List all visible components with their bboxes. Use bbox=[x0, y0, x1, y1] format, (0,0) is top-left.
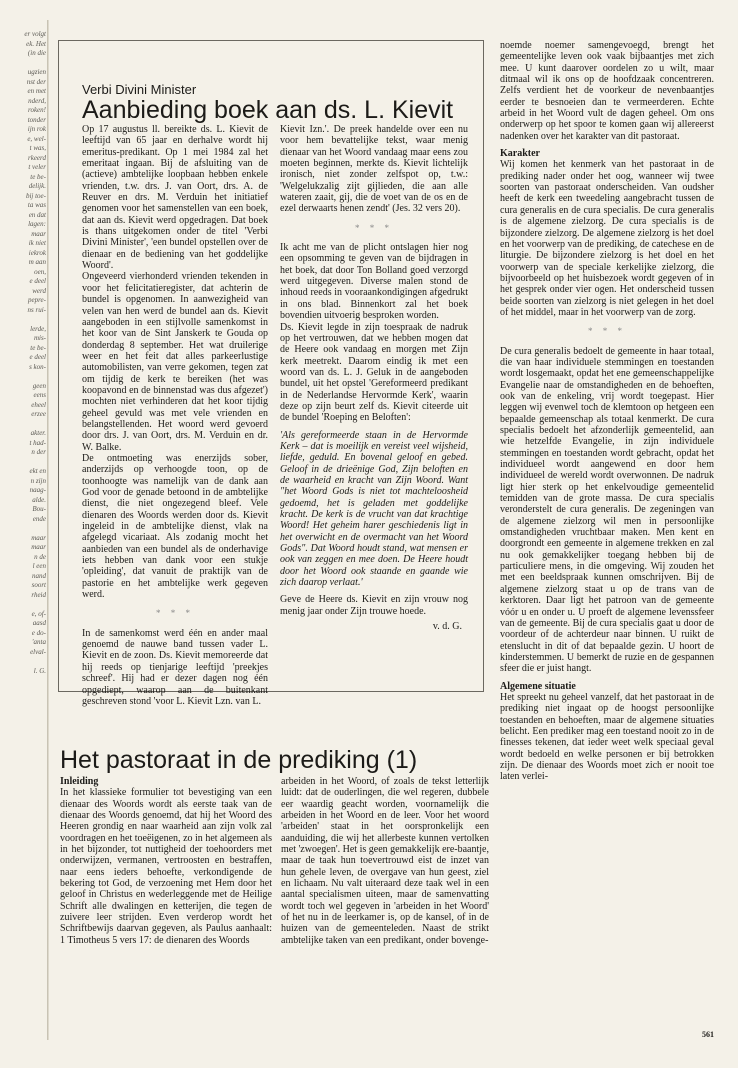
margin-fragment bbox=[0, 315, 46, 325]
section-divider: * * * bbox=[355, 222, 393, 233]
margin-fragment: werd bbox=[32, 286, 46, 295]
margin-fragment: e deel bbox=[29, 353, 46, 361]
margin-fragment: t was, bbox=[29, 144, 46, 152]
paragraph: arbeiden in het Woord, of zoals de tekst letterlijk luidt: dat de ouderlingen, die wel regeren, dubbele eer waardig geacht worden, voornamelijk die arbeiden in het Woord en de leer. Voor het woord 'arbeiden' staat in het oorspronkelijk een aanduiding, die wij het allerbeste kunnen vertolken met 'zwoegen'. Het is geen gemakkelijk ere-baantje, maar de taak hun toevertrouwd eist de inzet van hun gehele leven, de overgave van hun geest, ziel en lichaam. Nu valt uiteraard deze taak wel in een aantal specialismen uiteen, maar de samenvatting wordt toch wel gegeven in 'arbeiden in het Woord' of het nu in de leerkamer is, op de kansel, of in de huizen van de gemeenteleden. Naast de strikt ambtelijke taken van een predikant, onder bovenge- bbox=[281, 776, 489, 946]
margin-fragment: te be- bbox=[30, 172, 46, 181]
paragraph: In de samenkomst werd één en ander maal genoemd de nauwe band tussen vader L. Kievit en de zoon. Ds. Kievit memoreerde dat hij reeds op tienjarige leeftijd 'preekjes schreef'. Hij had er dezer dagen nog één opgediept, waarop aan de buitenkant geschreven stond 'voor L. Kievit Lzn. van L. bbox=[82, 627, 268, 707]
margin-fragment: n der bbox=[31, 448, 46, 456]
margin-fragment: elval- bbox=[30, 647, 46, 656]
paragraph: Ongeveerd vierhonderd vrienden tekenden in voor het felicitatieregister, dat achterin de bundel is opgenomen. In aanwezigheid van velen van hen werd de bundel aan ds. Kievit aangeboden in een stijlvolle samenkomst in het koor van de Sint Janskerk te Gouda op donderdag 8 september. Het wat druilerige weer en het feit dat alles parkeerlustige automobilisten, van verre gekomen, tegen zat om tijdig de kerk te bereiken (het was koopavond en de binnenstad was dus afgezet') mochten niet verhinderen dat het koor tijdig geheel gevuld was met vele vrienden en belangstellenden. Het woord werd gevoerd door drs. J. van Oort, drs. M. Verduin en dr. W. Balke. bbox=[82, 271, 268, 453]
margin-fragment: maar bbox=[31, 229, 46, 238]
paragraph: Ds. Kievit legde in zijn toespraak de nadruk op het vertrouwen, dat we hebben mogen dat de Heere ook vandaag en morgen met Zijn kerk meetrekt. Daarom eindig ik met een woord van ds. L. J. Geluk in de aangeboden bundel, uit het opstel 'Gereformeerd predikant in de Nederlandse Hervormde Kerk', waarin deze op zijn beurt zelf ds. Kievit citeerde uit de bundel 'Roeping en Beloften': bbox=[280, 321, 468, 424]
margin-fragment: nand bbox=[32, 571, 46, 580]
margin-fragment: ek. Het bbox=[26, 39, 46, 48]
section-divider: * * * bbox=[588, 326, 626, 337]
margin-fragment: t veler bbox=[28, 163, 46, 171]
margin-fragment: aasd bbox=[32, 619, 46, 627]
margin-fragment: ns rui- bbox=[27, 305, 46, 314]
margin-fragment: e, wel- bbox=[27, 134, 46, 143]
margin-fragment: ta was bbox=[27, 201, 46, 209]
article-title: Aanbieding boek aan ds. L. Kievit bbox=[82, 96, 454, 124]
paragraph: noemde noemer samengevoegd, brengt het gemeentelijke leven ook vaak bijbaantjes met zich mee. U kunt daarover oordelen zo u wilt, maar ditmaal wil ik ons op de hoofdzaak concentreren. Zelfs verdient het de voorkeur de nevenbaantjes eerder te besnoeien dan te vermeerderen. Echte arbeid in het Woord vult de dagen geheel. Om ons onderwerp op het spoor te komen gaan wij allereerst nadenken over het karakter van dit pastoraat. bbox=[500, 40, 714, 142]
margin-fragment: bij toe- bbox=[25, 191, 46, 200]
subheading: Karakter bbox=[500, 148, 540, 160]
paragraph: De ontmoeting was enerzijds sober, anderzijds op verhoogde toon, op de toonhoogte was namelijk van de dank aan God voor de genade betoond in de ambtelijke dienst, die niet ongezegend bleef. Vele dienaren des Woords werden door ds. Kievit ingeleid in de ambtelijke dienst, vlak na afgelegd vicariaat. Als zodanig mocht het aanbieden van een bundel als de onderhavige iets hebben van dank voor een stukje 'opleiding', dat vanuit de praktijk van de pastorie en het ambtelijke werk gegeven werd. bbox=[82, 452, 268, 601]
margin-fragment: nst der bbox=[26, 77, 46, 86]
paragraph: Op 17 augustus ll. bereikte ds. L. Kievit de leeftijd van 65 jaar en derhalve wordt hij emeritus-predikant. Op 1 mei 1984 zal het emeritaat ingaan. Bij de afsluiting van de (actieve) ambtelijke loopbaan hebben enkele vrienden, t.w. drs. J. van Oort, drs. A. de Reuver en drs. M. Verduin het initiatief genomen voor het samenstellen van een boek, dat aan ds. Kievit werd opgedragen. Dat boek is thans uitgekomen onder de titel 'Verbi Divini Minister', 'een bundel opstellen over de dienaar en de bediening van het goddelijke Woord'. bbox=[82, 124, 268, 272]
margin-fragment: maar bbox=[31, 533, 46, 542]
previous-page-margin bbox=[0, 30, 46, 1010]
margin-fragment: geen bbox=[32, 381, 46, 390]
margin-fragment: e deel bbox=[29, 277, 46, 285]
margin-fragment: eheel bbox=[31, 400, 46, 409]
margin-fragment: lagen: bbox=[28, 220, 46, 228]
margin-fragment: 'anta bbox=[32, 638, 46, 646]
page-number: 561 bbox=[702, 1030, 714, 1039]
margin-fragment: ekt en bbox=[29, 467, 46, 475]
margin-fragment: erzee bbox=[31, 410, 46, 418]
margin-fragment: delijk. bbox=[28, 182, 46, 190]
margin-fragment: mis- bbox=[33, 334, 46, 342]
margin-fragment: e do- bbox=[31, 628, 46, 637]
margin-fragment: tonder bbox=[27, 115, 46, 124]
margin-fragment: oen, bbox=[34, 267, 46, 276]
article-kicker: Verbi Divini Minister bbox=[82, 82, 197, 97]
article2-column-1 bbox=[60, 776, 272, 1026]
article1-column-2 bbox=[280, 124, 468, 664]
margin-fragment bbox=[0, 600, 46, 610]
margin-fragment: naag- bbox=[29, 486, 46, 494]
margin-fragment: ugzien bbox=[27, 68, 46, 76]
margin-fragment: en dat bbox=[28, 210, 46, 219]
margin-fragment bbox=[0, 657, 46, 667]
margin-fragment: ik niet bbox=[28, 239, 46, 247]
margin-fragment: alde. bbox=[32, 495, 46, 504]
paragraph: Ik acht me van de plicht ontslagen hier nog een opsomming te geven van de bijdragen in het boek, dat door Ton Bolland goed verzorgd werd uitgegeven. Diverse malen stond de inhoud reeds in vooraankondigingen afgedrukt in ons blad. Binnenkort zal het boek bovendien uitvoerig besproken worden. bbox=[280, 242, 468, 322]
margin-fragment: te be- bbox=[30, 343, 46, 352]
margin-fragment: er volgt bbox=[24, 30, 46, 38]
margin-fragment: n zijn bbox=[30, 476, 46, 485]
margin-fragment: rheid bbox=[31, 590, 46, 599]
paragraph: Kievit Izn.'. De preek handelde over een nu voor hem bevattelijke tekst, waar menig dienaar van het Woord vandaag maar eens zou moeten beginnen, merkte ds. Kievit lichtelijk ironisch, niet zonder zelfspot op, t.w.: 'Welgelukzalig zijt gijlieden, die aan alle wateren zaait, gij, die de voet van de os en de ezel derwaarts henen zendt' (Jes. 32 vers 20). bbox=[280, 124, 468, 215]
article2-title: Het pastoraat in de prediking (1) bbox=[60, 746, 418, 774]
margin-fragment: nderd, bbox=[28, 96, 46, 105]
subheading: Algemene situatie bbox=[500, 680, 576, 692]
margin-fragment bbox=[0, 524, 46, 534]
article2-column-3 bbox=[500, 40, 714, 1030]
section-divider: * * * bbox=[156, 608, 194, 619]
margin-fragment: pepre- bbox=[27, 296, 46, 304]
closing: Geve de Heere ds. Kievit en zijn vrouw nog menig jaar onder Zijn trouwe hoede. bbox=[280, 594, 468, 617]
margin-fragment: maar bbox=[31, 543, 46, 551]
margin-fragment bbox=[0, 420, 46, 430]
subheading: Inleiding bbox=[60, 776, 99, 787]
page-fold bbox=[47, 20, 49, 1040]
article2-column-2 bbox=[281, 776, 489, 1026]
margin-fragment: ende bbox=[32, 514, 46, 523]
margin-fragment bbox=[0, 59, 46, 69]
margin-fragment bbox=[0, 372, 46, 382]
margin-fragment: eens bbox=[33, 391, 46, 399]
margin-fragment: lerde, bbox=[30, 324, 46, 333]
margin-fragment bbox=[0, 458, 46, 468]
paragraph: De cura generalis bedoelt de gemeente in haar totaal, die van haar individuele stemmingen en toestanden wordt losgemaakt, opdat het ene gemeenschappelijke Evangelie naar de omstandigheden en de behoeften, ook van de enkeling, vrij wordt toegepast. Hier leggen wij evenwel toch de klemtoon op hetgeen een bepaalde gemeenschap als totaal kenmerkt. De cura specialis bedoelt het afzonderlijk gemeentelid, aan wie hetzelfde Evangelie, in zijn individuele stemmingen en toestanden wordt gebracht, opdat het individueel wordt aangewend en door hem individueel de wereld wordt overwonnen. De nadruk ligt hier sterk op het enkelvoudige gemeentelid temidden van de grote massa. De cura specialis veronderstelt de cura generalis. De zegeningen van de algemene zielzorg wil men in persoonlijke omstandigheden vruchtbaar maken. Men kent en doorgrondt een gemeente in algemene trekken en zal nu ook gemakkelijker toegang hebben bij de particuliere mens, in die omgeving. Wij zouden het met een beeldspraak kunnen omschrijven. Bij de algemene zielzorg staat u op de trans van de kerktoren. Daar ligt het patroon van de gemeente vóór u en onder u. U proeft de algemene levenssfeer van de gemeente. Bij de cura specialis gaat u door de voordeur of de achterdeur naar binnen. U ruikt de etenslucht in dit of dat bepaalde gezin. U hoort de kinderstemmen. U bemerkt de ruzie en de gespannen sfeer die er juist hangt. bbox=[500, 345, 714, 675]
paragraph: Het spreekt nu geheel vanzelf, dat het pastoraat in de prediking niet ingaat op de hoogst persoonlijke toestanden en behoeften, maar de algemene situaties belicht. Een prediker mag een toestand nooit zo in de finesses tekenen, dat ieder weet welk speciaal geval wordt bedoeld en welke personen er bij betrokken zijn. De dienaar des Woords moet zich er nooit toe laten verlei- bbox=[500, 691, 714, 783]
margin-fragment: l een bbox=[32, 562, 46, 570]
paragraph: Wij komen het kenmerk van het pastoraat in de prediking nader onder het oog, wanneer wij twee soorten van pastoraat onderscheiden. Van oudsher heeft de kerk een tweedeling aangebracht tussen de cura generalis en de cura specialis. De cura generalis is de algemene zielzorg. De cura specialis is de bijzondere zielzorg. De algemene zielzorg is het doel en het voorwerp van de prediking, de catechese en de liturgie. De bijzondere zielzorg is het doel en het voorwerp van de speciale kerkelijke zielzorg, die bijvoorbeeld op het huisbezoek wordt gegeven of in het gesprek onder vier ogen. Het onderscheid tussen beide soorten van zielzorg is niet gelegen in het doel of het middel, maar in het voorwerp van de zorg. bbox=[500, 159, 714, 318]
margin-fragment: s kon- bbox=[29, 362, 46, 371]
margin-fragment: l. G. bbox=[33, 666, 46, 675]
margin-fragment: e, of- bbox=[31, 609, 46, 618]
paragraph: In het klassieke formulier tot bevestiging van een dienaar des Woords wordt als eerste taak van de dienaar des Woords genoemd, dat hij het Woord des Heeren grondig en naar waarheid aan zijn volk zal voordragen en het toeëigenen, zo in het algemeen als in het bijzonder, tot nuttigheid der toehoorders met onderwijzen, vermanen, vertroosten en bestraffen, naar eens ieders behoefte, verkondigende de bekering tot God, de verzoening met Hem door het geloof in Christus en wederleggende met de Heilige Schrift alle dwalingen en ketterijen, die tegen de zuivere leer strijden. Even verderop wordt het Schriftbewijs daarvan gegeven, als Paulus aanhaalt: 1 Timotheus 5 vers 17: de dienaren des Woords bbox=[60, 787, 272, 946]
margin-fragment: rkeerd bbox=[27, 153, 46, 162]
margin-fragment: t had- bbox=[29, 438, 46, 447]
margin-fragment: ijn rok bbox=[27, 125, 46, 133]
margin-fragment: n de bbox=[34, 552, 46, 561]
margin-fragment: soort bbox=[31, 581, 46, 589]
margin-fragment: en met bbox=[27, 87, 46, 95]
margin-fragment: iekrok bbox=[28, 248, 46, 257]
margin-fragment: Bou- bbox=[32, 505, 46, 513]
margin-fragment: m aan bbox=[28, 258, 46, 266]
margin-fragment: akter. bbox=[30, 429, 46, 437]
signature: v. d. G. bbox=[432, 621, 462, 633]
margin-fragment: (in die bbox=[27, 49, 46, 57]
article1-column-1 bbox=[82, 124, 268, 707]
quote: 'Als gereformeerde staan in de Hervormde Kerk – dat is moeilijk en vereist veel wijsheid, liefde, geduld. En bovenal geloof en gebed. Geloof in de drieënige God, Zijn beloften en de waarheid en kracht van Zijn Woord. Want "het Woord Gods is niet tot machteloosheid gedoemd, het is geladen met goddelijke kracht. De kerk is de vrucht van dat krachtige Woord! Het geheim harer geschiedenis ligt in het overwicht en de overmacht van het Woord Gods". Dat Woord houdt stand, wat mensen er ook van zeggen en mee doen. De Heere houdt door het Woord ook staande en gaande wie zich daarop verlaat.' bbox=[280, 429, 468, 589]
margin-fragment: roken! bbox=[27, 106, 46, 114]
